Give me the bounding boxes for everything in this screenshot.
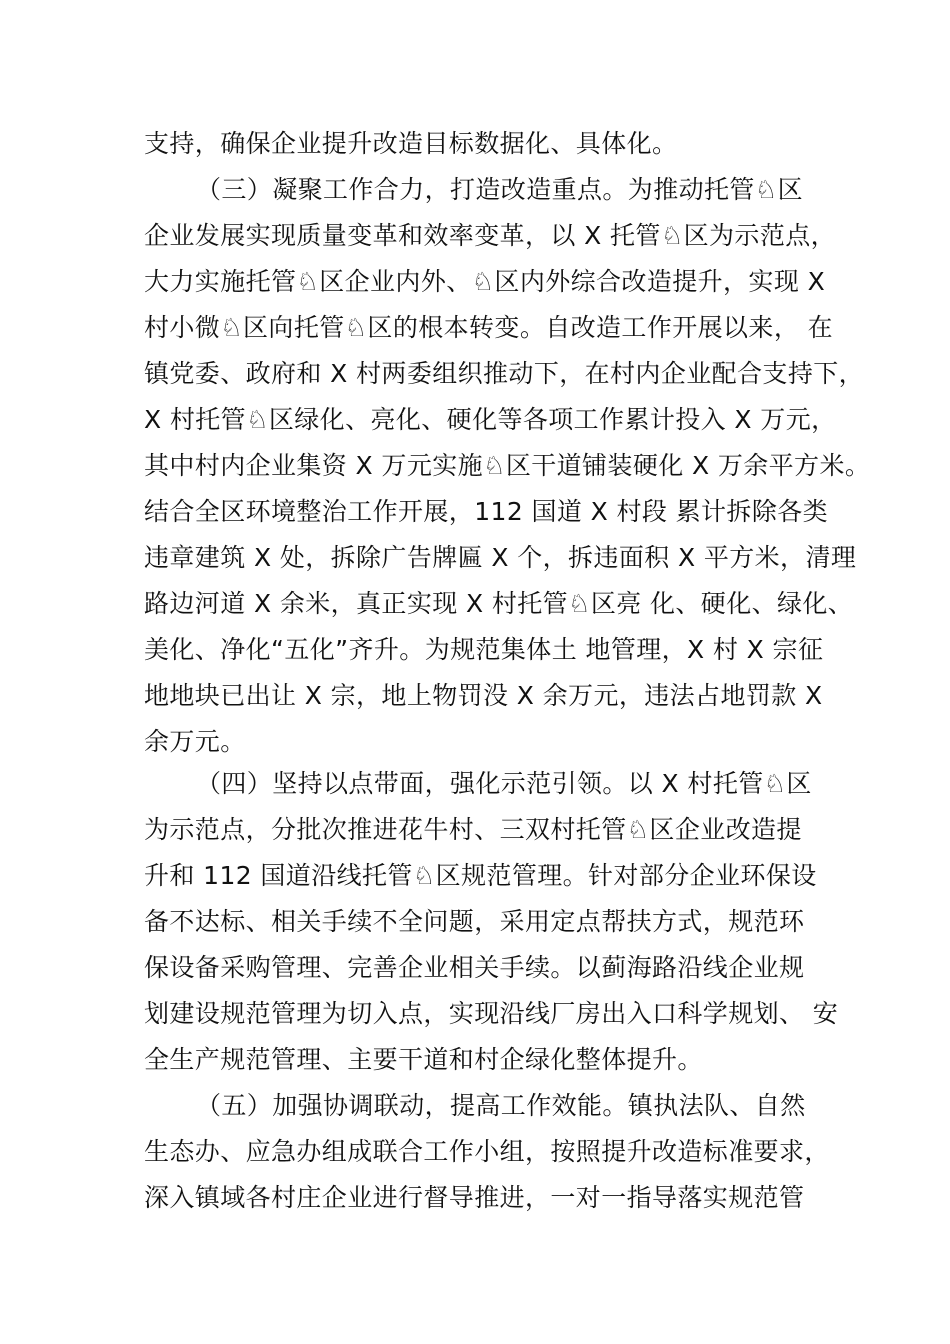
text-line: 备不达标、相关手续不全问题，采用定点帮扶方式，规范环 [144,907,805,936]
text-line: 地地块已出让 X 宗，地上物罚没 X 余万元，违法占地罚款 X [144,681,823,710]
text-line: 村小微♘区向托管♘区的根本转变。自改造工作开展以来， 在 [144,313,833,342]
text-line: 全生产规范管理、主要干道和村企绿化整体提升。 [144,1045,703,1074]
text-line: 深入镇域各村庄企业进行督导推进，一对一指导落实规范管 [144,1183,805,1212]
text-line: 划建设规范管理为切入点，实现沿线厂房出入口科学规划、 安 [144,999,839,1028]
text-line: 升和 112 国道沿线托管♘区规范管理。针对部分企业环保设 [144,861,817,890]
text-line: 结合全区环境整治工作开展，112 国道 X 村段 累计拆除各类 [144,497,829,526]
section-heading-3: （三）凝聚工作合力，打造改造重点。为推动托管♘区 [196,175,804,204]
text-line: 支持，确保企业提升改造目标数据化、具体化。 [144,129,678,158]
text-line: 镇党委、政府和 X 村两委组织推动下，在村内企业配合支持下， [144,359,865,388]
text-line: 其中村内企业集资 X 万元实施♘区干道铺装硬化 X 万余平方米。 [144,451,871,480]
text-line: 余万元。 [144,727,246,756]
text-line: 生态办、应急办组成联合工作小组，按照提升改造标准要求， [144,1137,830,1166]
text-line: 违章建筑 X 处，拆除广告牌匾 X 个，拆违面积 X 平方米，清理 [144,543,857,572]
text-line: 为示范点，分批次推进花牛村、三双村托管♘区企业改造提 [144,815,802,844]
text-line: X 村托管♘区绿化、亮化、硬化等各项工作累计投入 X 万元， [144,405,837,434]
section-heading-4: （四）坚持以点带面，强化示范引领。以 X 村托管♘区 [196,769,812,798]
text-line: 路边河道 X 余米，真正实现 X 村托管♘区亮 化、硬化、绿化、 [144,589,854,618]
section-heading-5: （五）加强协调联动，提高工作效能。镇执法队、自然 [196,1091,806,1120]
text-line: 企业发展实现质量变革和效率变革，以 X 托管♘区为示范点， [144,221,837,250]
text-line: 保设备采购管理、完善企业相关手续。以蓟海路沿线企业规 [144,953,805,982]
text-line: 大力实施托管♘区企业内外、♘区内外综合改造提升，实现 X [144,267,826,296]
text-line: 美化、净化“五化”齐升。为规范集体土 地管理，X 村 X 宗征 [144,635,824,664]
